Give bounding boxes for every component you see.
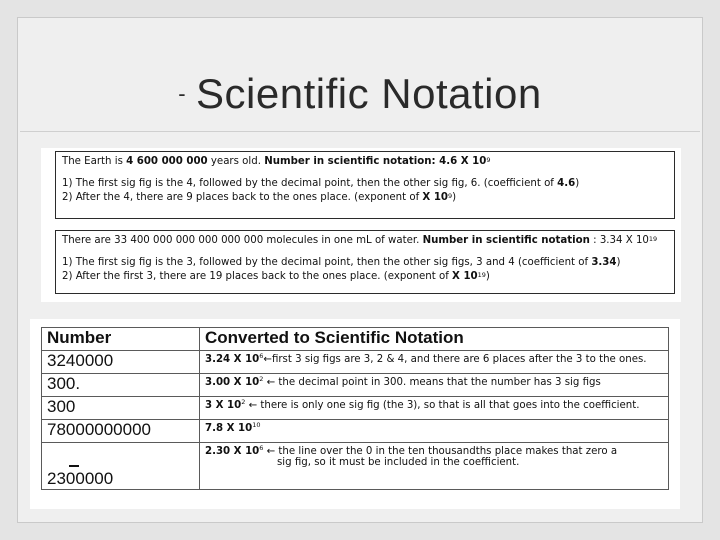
- earth-age-example: [55, 151, 675, 219]
- header-number: Number: [42, 328, 200, 351]
- examples-panel: [41, 148, 681, 302]
- title-dash: -: [178, 81, 186, 106]
- table-row: [42, 374, 669, 397]
- example1-step2: 2) After the 4, there are 9 places back to the ones place. (exponent of X $10^9$): [62, 192, 457, 203]
- conversion-table-panel: [30, 319, 680, 509]
- header-converted: Converted to Scientific Notation: [200, 328, 669, 351]
- conversion-cell: 2.30 X $10^6$ ← the line over the 0 in the ten thousandths place makes that zero a sig fig, so it must be included in the coefficient.: [200, 443, 669, 490]
- example2-step2: 2) After the first 3, there are 19 places back to the ones place. (exponent of X $10^{19}$): [62, 271, 490, 282]
- example2-step1: 1) The first sig fig is the 3, followed by the decimal point, then the other sig figs, 3 and 4 (coefficient of 3.34): [62, 257, 621, 268]
- conversion-cell: 3.00 X $10^2$ ← the decimal point in 300. means that the number has 3 sig figs: [200, 374, 669, 397]
- table-header-row: [42, 328, 669, 351]
- table-row: [42, 420, 669, 443]
- example2-statement: There are 33 400 000 000 000 000 000 molecules in one mL of water. Number in scientific notation : 3.34 X $10^{19}$: [62, 235, 658, 246]
- table-row: [42, 443, 669, 490]
- number-cell: 300.: [42, 374, 200, 397]
- conversion-cell: 3 X $10^2$ ← there is only one sig fig (the 3), so that is all that goes into the coefficient.: [200, 397, 669, 420]
- example1-statement: The Earth is 4 600 000 000 years old. Number in scientific notation: 4.6 X $10^9$: [62, 156, 491, 167]
- conversion-cell: 7.8 X $10^{10}$: [200, 420, 669, 443]
- number-cell: 300: [42, 397, 200, 420]
- example1-step1: 1) The first sig fig is the 4, followed by the decimal point, then the other sig fig, 6. (coefficient of 4.6): [62, 178, 580, 189]
- number-cell: 3240000: [42, 351, 200, 374]
- title-divider: [20, 131, 700, 132]
- overbar-number: 2300000: [47, 469, 113, 489]
- table-row: [42, 351, 669, 374]
- overbar-line: [69, 465, 79, 467]
- slide-title: [0, 70, 720, 118]
- conversion-table: [41, 327, 669, 490]
- water-molecules-example: [55, 230, 675, 294]
- number-cell: 78000000000: [42, 420, 200, 443]
- title-text: Scientific Notation: [196, 70, 542, 117]
- table-row: [42, 397, 669, 420]
- conversion-cell: 3.24 X $10^6\leftarrow first$ 3 sig figs are 3, 2 & 4, and there are 6 places after the 3 to the ones.: [200, 351, 669, 374]
- number-cell: [42, 443, 200, 490]
